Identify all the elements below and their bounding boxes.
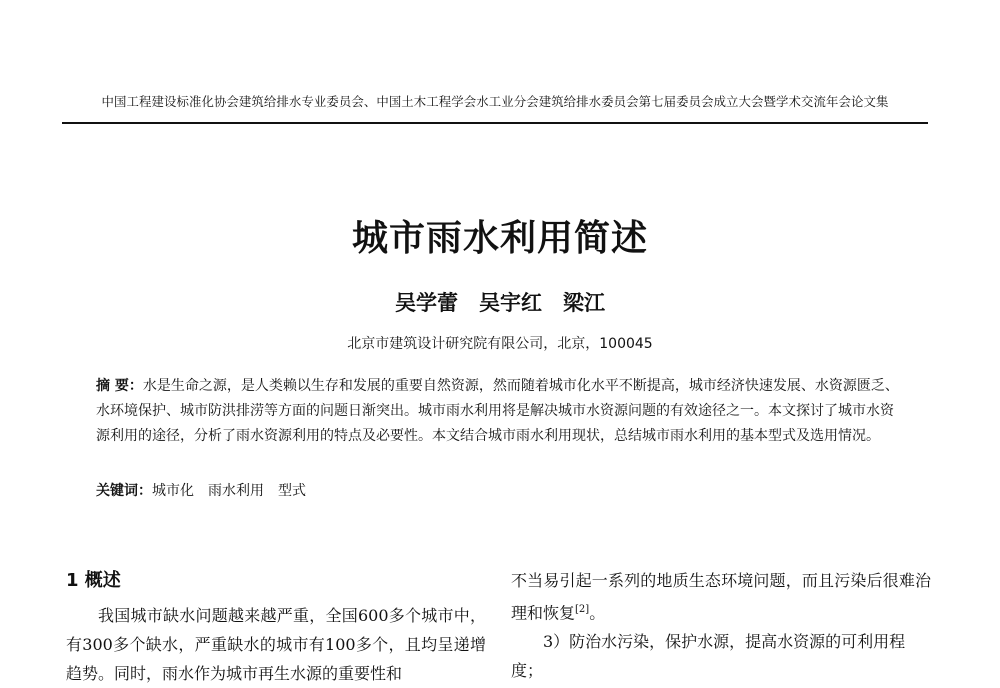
body-paragraph: 我国城市缺水问题越来越严重，全国600多个城市中，有300多个缺水，严重缺水的城市有100多个，且均呈递增趋势。同时，雨水作为城市再生水源的重要性和 bbox=[66, 606, 486, 683]
left-column bbox=[66, 566, 486, 688]
paper-title: 城市雨水利用简述 bbox=[351, 218, 648, 259]
paragraph-end: 。 bbox=[589, 603, 606, 623]
paper-authors: 吴学蕾 吴宇红 梁江 bbox=[395, 290, 605, 315]
keywords-text: 城市化 雨水利用 型式 bbox=[152, 483, 306, 499]
abstract-text: 水是生命之源，是人类赖以生存和发展的重要自然资源，然而随着城市化水平不断提高，城市经济快速发展、水资源匮乏、水环境保护、城市防洪排涝等方面的问题日渐突出。城市雨水利用将是解决城市水资源问题的有效途径之一。本文探讨了城市水资源利用的途径，分析了雨水资源利用的特点及必要性。本文结合城市雨水利用现状，总结城市雨水利用的基本型式及选用情况。 bbox=[96, 378, 899, 444]
running-header: 中国工程建设标准化协会建筑给排水专业委员会、中国土木工程学会水工业分会建筑给排水委员会第七届委员会成立大会暨学术交流年会论文集 bbox=[101, 94, 889, 109]
paper-affiliation: 北京市建筑设计研究院有限公司，北京，100045 bbox=[347, 336, 653, 352]
section-heading: 1 概述 bbox=[66, 570, 121, 591]
citation-ref: [2] bbox=[575, 604, 590, 615]
body-paragraph-continued bbox=[511, 566, 931, 627]
keywords-label: 关键词： bbox=[96, 483, 152, 499]
keywords bbox=[96, 480, 906, 500]
header-divider bbox=[62, 122, 928, 124]
right-column bbox=[511, 566, 931, 685]
paragraph-text: 不当易引起一系列的地质生态环境问题，而且污染后很难治理和恢复 bbox=[511, 571, 931, 623]
abstract-label: 摘 要： bbox=[96, 378, 143, 394]
abstract bbox=[96, 374, 906, 449]
list-item: 3）防治水污染，保护水源，提高水资源的可利用程度； bbox=[511, 632, 906, 681]
